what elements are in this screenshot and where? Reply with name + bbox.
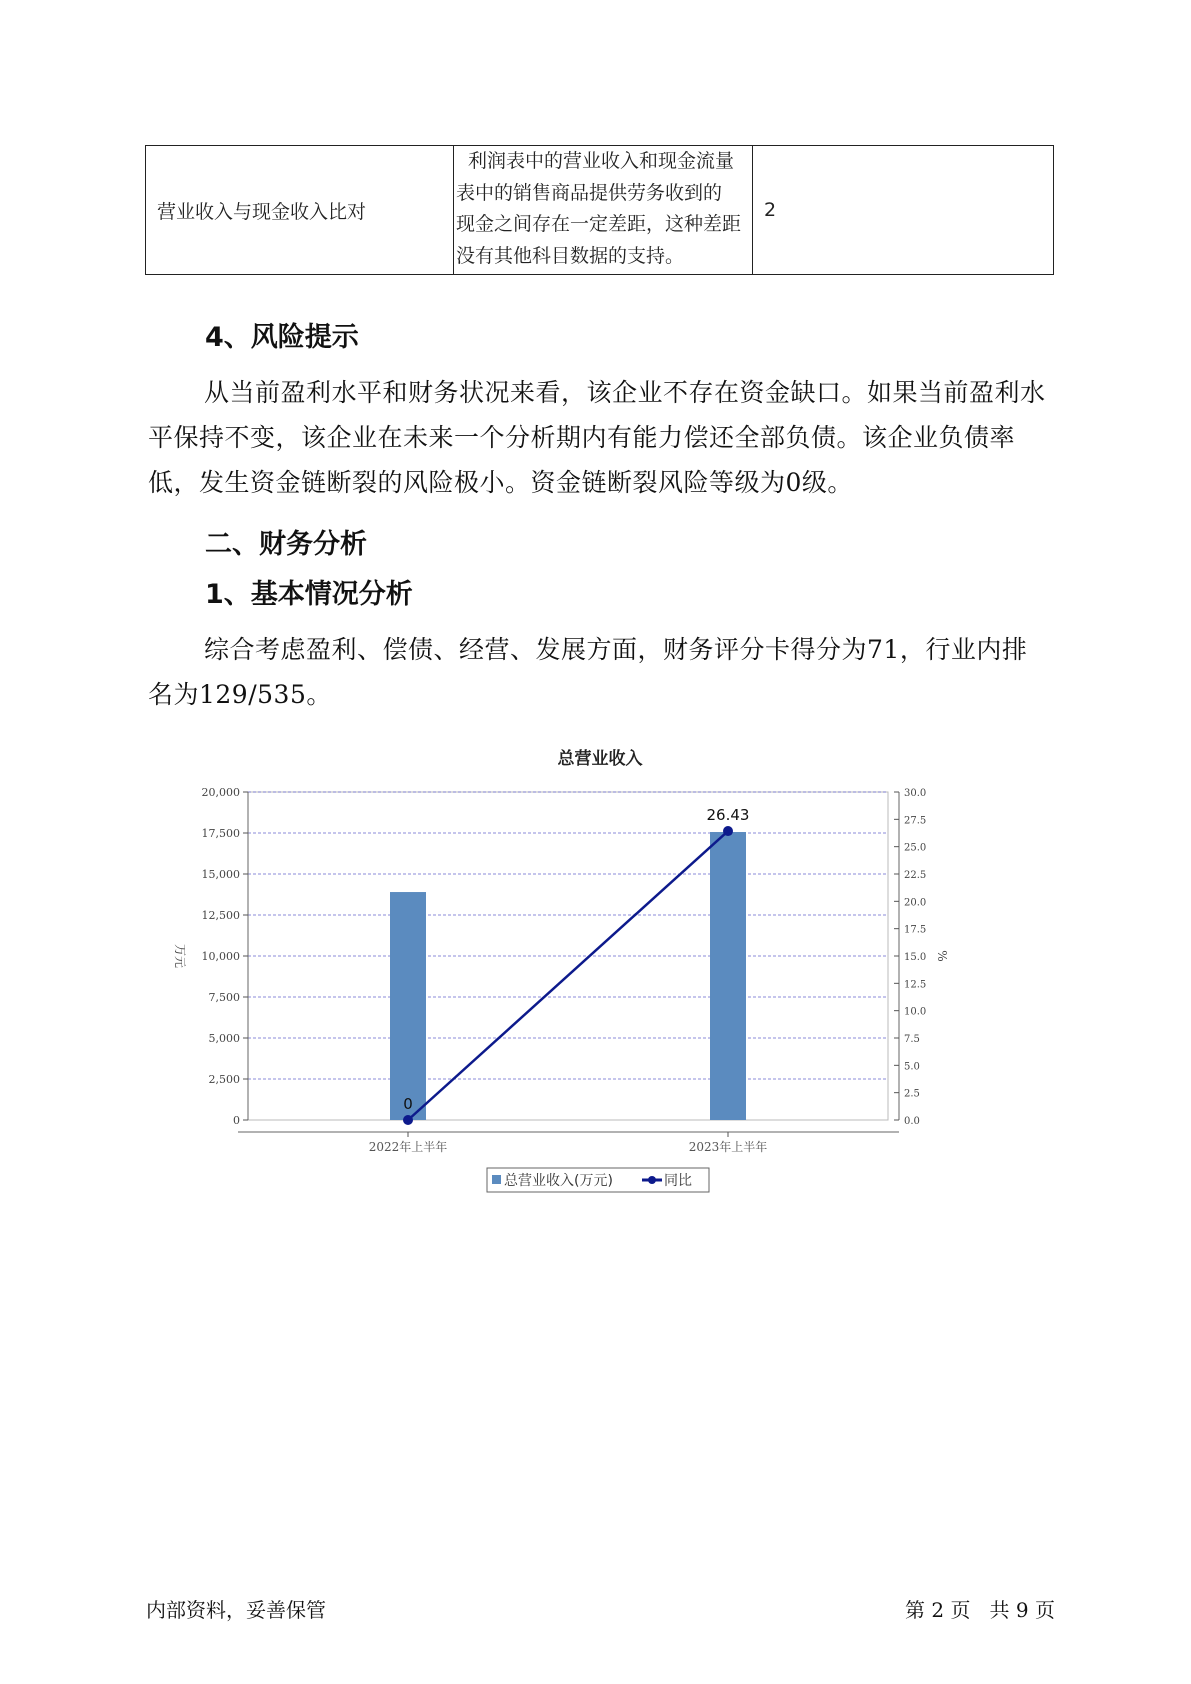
y-tick-label: 20,000: [201, 786, 240, 799]
bar: [390, 892, 426, 1120]
risk-table: [145, 145, 1054, 275]
x-axis-ticks: [369, 1132, 768, 1154]
chart-axes: [238, 792, 899, 1132]
y-right-tick-label: 27.5: [904, 815, 927, 827]
data-label: 26.43: [706, 806, 750, 825]
y-tick-label: 5,000: [208, 1032, 240, 1045]
y-right-tick-label: 10.0: [904, 1006, 927, 1018]
y-tick-label: 17,500: [201, 827, 240, 840]
y-tick-label: 10,000: [201, 950, 240, 963]
description-line: 表中的销售商品提供劳务收到的: [456, 181, 723, 204]
x-tick-label: 2022年上半年: [368, 1140, 448, 1154]
y-right-tick-label: 15.0: [904, 952, 927, 963]
table-row: [146, 146, 1054, 275]
y-axis-right-label: %: [935, 950, 949, 962]
footer-left: 内部资料，妥善保管: [146, 1598, 326, 1622]
chart-legend: [487, 1168, 709, 1192]
risk-heading: 4、风险提示: [205, 322, 359, 353]
legend-line-label: 同比: [664, 1173, 692, 1189]
risk-paragraph: 从当前盈利水平和财务状况来看，该企业不存在资金缺口。如果当前盈利水平保持不变，该企业在未来一个分析期内有能力偿还全部负债。该企业负债率低，发生资金链断裂的风险极小。资金链断裂风险等级为0级。: [148, 378, 1046, 497]
chart-grid: [248, 792, 888, 1120]
y-right-tick-label: 30.0: [904, 788, 927, 799]
y-tick-label: 2,500: [208, 1073, 240, 1086]
description-line: 利润表中的营业收入和现金流量: [468, 150, 735, 172]
y-right-tick-label: 20.0: [904, 897, 927, 909]
chart-title: 总营业收入: [557, 749, 643, 769]
revenue-chart: [170, 740, 1030, 1200]
line-point: [403, 1115, 413, 1125]
y-right-tick-label: 22.5: [904, 870, 927, 881]
y-axis-left-ticks: [202, 786, 249, 1127]
y-tick-label: 12,500: [201, 909, 240, 922]
table-cell-description: [454, 146, 753, 275]
legend-line-marker: [648, 1176, 656, 1184]
y-right-tick-label: 7.5: [904, 1034, 920, 1045]
table-cell-item: 营业收入与现金收入比对: [146, 146, 454, 275]
description-line: 现金之间存在一定差距，这种差距: [456, 213, 742, 235]
legend-bar-swatch: [492, 1175, 501, 1184]
y-axis-left-label: 万元: [173, 943, 187, 969]
y-right-tick-label: 17.5: [904, 924, 927, 936]
footer-page-number: 第 2 页 共 9 页: [905, 1598, 1055, 1622]
y-tick-label: 15,000: [201, 868, 240, 881]
chart-line-series: [403, 806, 749, 1125]
line-point: [723, 826, 733, 836]
y-right-tick-label: 2.5: [904, 1088, 920, 1100]
finance-heading: 二、财务分析: [205, 529, 367, 560]
basic-heading: 1、基本情况分析: [205, 579, 413, 610]
bar: [710, 832, 746, 1120]
y-tick-label: 7,500: [208, 991, 240, 1004]
y-tick-label: 0: [233, 1114, 240, 1127]
x-tick-label: 2023年上半年: [688, 1140, 768, 1154]
legend-bar-label: 总营业收入(万元): [504, 1173, 613, 1189]
y-right-tick-label: 0.0: [904, 1116, 920, 1127]
description-line: 没有其他科目数据的支持。: [456, 244, 685, 267]
basic-paragraph: 综合考虑盈利、偿债、经营、发展方面，财务评分卡得分为71，行业内排名为129/535。: [148, 635, 1028, 709]
table-cell-level: 2: [753, 146, 1054, 275]
y-right-tick-label: 5.0: [904, 1061, 920, 1073]
y-right-tick-label: 12.5: [904, 979, 927, 991]
data-label: 0: [403, 1095, 413, 1113]
y-right-tick-label: 25.0: [904, 842, 927, 854]
